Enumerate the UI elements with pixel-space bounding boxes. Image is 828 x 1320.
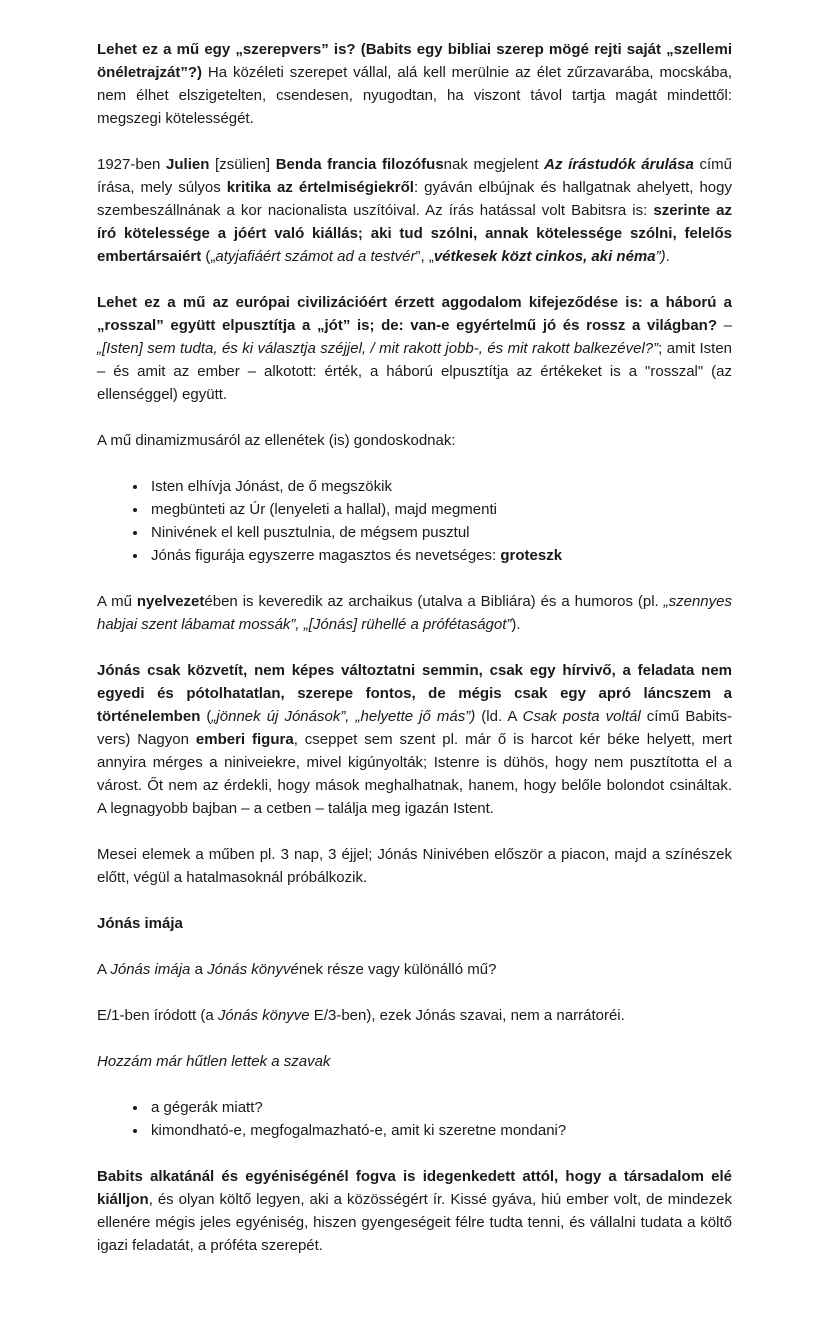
list-item-ninive: • Ninivének el kell pusztulnia, de mégsem pusztul <box>148 521 732 544</box>
para-szerepvers: Lehet ez a mű egy „szerepvers” is? (Babits egy bibliai szerep mögé rejti saját „szellemi önéletrajzát”?) Ha közéleti szerepet vállal, alá kell merülnie az élet zűrzavarába, mocskába, nem élhet elszigetelten, csendesen, nyugodtan, ha viszont távol tartja magát mindettől: megszegi kötelességét. <box>97 41 732 127</box>
list-item-elhivas: • Isten elhívja Jónást, de ő megszökik <box>148 475 732 498</box>
list-kerdesek <box>97 1096 732 1142</box>
heading-jonas-imaja: Jónás imája <box>97 915 183 932</box>
para-resz-vagy-kulonallo: A Jónás imája a Jónás könyvének része vagy különálló mű? <box>97 961 497 978</box>
para-nyelvezet: A mű nyelvezetében is keveredik az archaikus (utalva a Bibliára) és a humoros (pl. „szennyes habjai szent lábamat mossák”, „[Jónás] rühellé a prófétaságot”). <box>97 593 732 633</box>
list-ellentetek <box>97 475 732 567</box>
list-item-gegerak: • a gégerák miatt? <box>148 1096 732 1119</box>
para-mesei-elemek: Mesei elemek a műben pl. 3 nap, 3 éjjel; Jónás Ninivében először a piacon, majd a színészek előtt, végül a hatalmasoknál próbálkozik. <box>97 846 732 886</box>
list-item-kimondhato: • kimondható-e, megfogalmazható-e, amit ki szeretne mondani? <box>148 1119 732 1142</box>
para-benda-kritika: 1927-ben Julien [zsülien] Benda francia filozófusnak megjelent Az írástudók árulása című írása, mely súlyos kritika az értelmiségiekről: gyáván elbújnak és hallgatnak ahelyett, hogy szembeszállnának a kor nacionalista uszítóival. Az írás hatással volt Babitsra is: szerinte az író kötelessége a jóért való kiállás; aki tud szólni, annak kötelessége szólni, felelős embertársaiért („atyjafiáért számot ad a testvér”, „vétkesek közt cinkos, aki néma”). <box>97 156 732 265</box>
list-item-buntetes: • megbünteti az Úr (lenyeleti a hallal), majd megmenti <box>148 498 732 521</box>
para-europai-civilizacio: Lehet ez a mű az európai civilizációért érzett aggodalom kifejeződése is: a háború a „rosszal” együtt elpusztítja a „jót” is; de: van-e egyértelmű jó és rossz a világban? – „[Isten] sem tudta, és ki választja széjjel, / mit rakott jobb-, és mit rakott balkezével?”; amit Isten – és amit az ember – alkotott: érték, a háború elpusztítja az értékeket is a "rosszal" (az ellenséggel) együtt. <box>97 294 733 403</box>
list-item-groteszk: • Jónás figurája egyszerre magasztos és nevetséges: groteszk <box>148 544 732 567</box>
para-babits-alkata: Babits alkatánál és egyéniségénél fogva is idegenkedett attól, hogy a társadalom elé kiálljon, és olyan költő legyen, aki a közösségért ír. Kissé gyáva, hiú ember volt, de mindezek ellenére mégis jeles egyéniség, hiszen gyengeségeit félre tudta tenni, és vállalni tudata a költő igazi feladatát, a próféta szerepét. <box>97 1168 732 1254</box>
para-dinamizmus-intro: A mű dinamizmusáról az ellenétek (is) gondoskodnak: <box>97 432 456 449</box>
para-kozvetito: Jónás csak közvetít, nem képes változtatni semmin, csak egy hírvivő, a feladata nem egyedi és pótolhatatlan, szerepe fontos, de mégis csak egy apró láncszem a történelemben („jönnek új Jónások”, „helyette jő más”) (ld. A Csak posta voltál című Babits-vers) Nagyon emberi figura, cseppet sem szent pl. már ő is harcot kér béke helyett, mert annyira mérges a niniveiekre, mivel kigúnyolták; Istenre is dühös, hogy nem pusztította el a várost. Őt nem az érdekli, hogy mások meghalhatnak, hanem, hogy belőle bolondot csináltak. A legnagyobb bajban – a cetben – találja meg igazán Istent. <box>97 662 733 817</box>
para-e1-ben-irodott: E/1-ben íródott (a Jónás könyve E/3-ben), ezek Jónás szavai, nem a narrátoréi. <box>97 1007 625 1024</box>
para-hutlen-szavak-idezet: Hozzám már hűtlen lettek a szavak <box>97 1053 331 1070</box>
